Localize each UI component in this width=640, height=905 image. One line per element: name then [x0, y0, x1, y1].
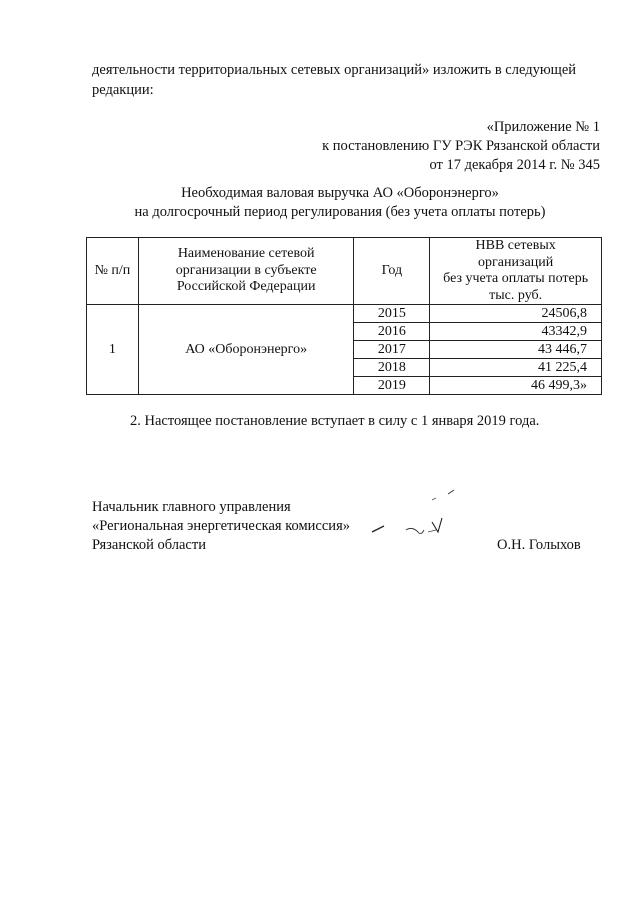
year-cell: 2019: [354, 377, 430, 395]
org-name-cell: АО «Оборонэнерго»: [138, 305, 354, 395]
appendix-line-3: от 17 декабря 2014 г. № 345: [429, 157, 600, 173]
header-org-name: [138, 238, 354, 305]
header-org-name-line: Российской Федерации: [176, 279, 316, 295]
header-nvv-line: организаций: [478, 254, 554, 270]
value-cell: 41 225,4: [430, 359, 602, 377]
signatory-line-2: «Региональная энергетическая комиссия»: [92, 518, 350, 534]
header-org-name-line: организации в субъекте: [175, 262, 317, 278]
header-org-name-line: Наименование сетевой: [177, 246, 315, 262]
heading-line-1: Необходимая валовая выручка АО «Оборонэнерго»: [181, 185, 499, 201]
appendix-line-2: к постановлению ГУ РЭК Рязанской области: [322, 138, 600, 154]
heading-line-2: на долгосрочный период регулирования (без учета оплаты потерь): [134, 204, 546, 220]
year-cell: 2016: [354, 323, 430, 341]
header-num: № п/п: [87, 238, 139, 305]
clause-2: 2. Настоящее постановление вступает в силу с 1 января 2019 года.: [130, 413, 540, 429]
intro-line-1: деятельности территориальных сетевых организаций» изложить в следующей: [92, 62, 577, 78]
year-cell: 2018: [354, 359, 430, 377]
value-cell: 43342,9: [430, 323, 602, 341]
table-row: [87, 305, 602, 323]
header-nvv: [430, 238, 602, 305]
signatory-line-3: Рязанской области: [92, 537, 206, 553]
value-cell: 46 499,3»: [430, 377, 602, 395]
value-cell: 43 446,7: [430, 341, 602, 359]
intro-line-2: редакции:: [92, 82, 154, 98]
value-cell: 24506,8: [430, 305, 602, 323]
year-cell: 2015: [354, 305, 430, 323]
intro-text: [92, 60, 612, 100]
year-cell: 2017: [354, 341, 430, 359]
header-nvv-line: тыс. руб.: [489, 287, 543, 303]
header-year: Год: [354, 238, 430, 305]
appendix-line-1: «Приложение № 1: [486, 119, 600, 135]
appendix-reference: [322, 118, 600, 175]
signatory-title: [92, 498, 350, 555]
signatory-name: О.Н. Голыхов: [497, 537, 581, 553]
nvv-table: [86, 237, 602, 395]
table-heading: [60, 184, 620, 222]
handwritten-signature: [366, 486, 466, 546]
table-header-row: [87, 238, 602, 305]
row-number: 1: [87, 305, 139, 395]
header-nvv-line: без учета оплаты потерь: [443, 271, 589, 286]
signatory-line-1: Начальник главного управления: [92, 499, 291, 515]
header-nvv-line: НВВ сетевых: [475, 238, 556, 253]
